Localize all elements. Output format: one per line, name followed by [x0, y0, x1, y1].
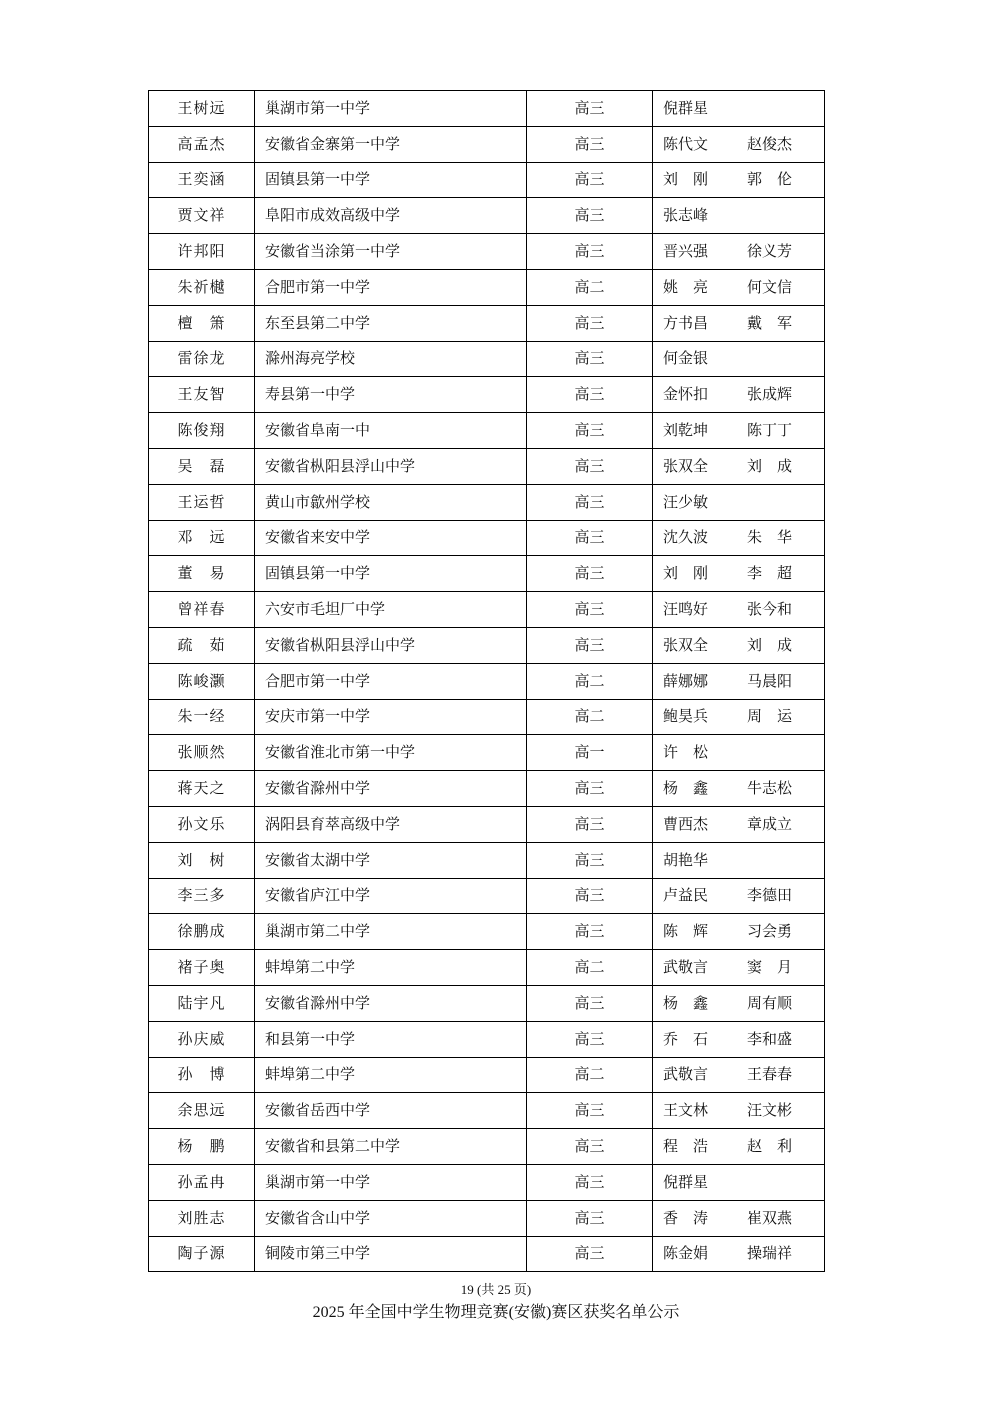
table-row — [149, 771, 825, 807]
grade-cell: 高三 — [527, 377, 653, 413]
grade-cell: 高三 — [527, 878, 653, 914]
coach-name: 朱 华 — [747, 528, 793, 547]
school-cell: 寿县第一中学 — [255, 377, 527, 413]
document-title: 2025 年全国中学生物理竞赛(安徽)赛区获奖名单公示 — [312, 1304, 680, 1321]
school-cell: 安徽省来安中学 — [255, 520, 527, 556]
student-name-cell: 王运哲 — [149, 484, 255, 520]
table-row — [149, 520, 825, 556]
coach-name: 倪群星 — [663, 1172, 709, 1191]
coach-name: 周有顺 — [747, 993, 793, 1012]
student-name-cell: 王友智 — [149, 377, 255, 413]
coach-name: 戴 军 — [747, 313, 793, 332]
student-name-cell: 雷徐龙 — [149, 341, 255, 377]
coach-name: 王春春 — [747, 1065, 793, 1084]
grade-cell: 高三 — [527, 520, 653, 556]
grade-cell: 高三 — [527, 1093, 653, 1129]
grade-cell: 高三 — [527, 771, 653, 807]
coach-cell — [653, 341, 825, 377]
coach-cell — [653, 735, 825, 771]
grade-cell: 高二 — [527, 950, 653, 986]
coach-cell — [653, 806, 825, 842]
student-name-cell: 高孟杰 — [149, 126, 255, 162]
table-row — [149, 985, 825, 1021]
grade-cell: 高二 — [527, 663, 653, 699]
coach-name: 张志峰 — [663, 206, 709, 225]
school-cell: 安庆市第一中学 — [255, 699, 527, 735]
school-cell: 安徽省枞阳县浮山中学 — [255, 627, 527, 663]
grade-cell: 高三 — [527, 985, 653, 1021]
coach-name: 王文林 — [663, 1101, 709, 1120]
school-cell: 东至县第二中学 — [255, 305, 527, 341]
coach-cell — [653, 985, 825, 1021]
school-cell: 安徽省枞阳县浮山中学 — [255, 448, 527, 484]
table-row — [149, 592, 825, 628]
student-name-cell: 褚子奥 — [149, 950, 255, 986]
table-row — [149, 162, 825, 198]
student-name-cell: 邓 远 — [149, 520, 255, 556]
coach-name: 窦 月 — [747, 958, 793, 977]
coach-name: 张今和 — [747, 600, 793, 619]
coach-name: 赵俊杰 — [747, 134, 793, 153]
coach-name: 曹西杰 — [663, 814, 709, 833]
school-cell: 安徽省滁州中学 — [255, 985, 527, 1021]
student-name-cell: 张顺然 — [149, 735, 255, 771]
coach-name: 薛娜娜 — [663, 671, 709, 690]
grade-cell: 高三 — [527, 448, 653, 484]
coach-name: 武敬言 — [663, 1065, 709, 1084]
grade-cell: 高三 — [527, 91, 653, 127]
page-number: 19 (共 25 页) — [460, 1282, 532, 1297]
coach-name: 汪文彬 — [747, 1101, 793, 1120]
coach-name: 汪鸣好 — [663, 600, 709, 619]
table-row — [149, 878, 825, 914]
student-name-cell: 吴 磊 — [149, 448, 255, 484]
school-cell: 安徽省淮北市第一中学 — [255, 735, 527, 771]
table-row — [149, 914, 825, 950]
table-row — [149, 126, 825, 162]
student-name-cell: 刘胜志 — [149, 1200, 255, 1236]
student-name-cell: 疏 茹 — [149, 627, 255, 663]
coach-name: 倪群星 — [663, 98, 709, 117]
student-name-cell: 刘 树 — [149, 842, 255, 878]
coach-cell — [653, 699, 825, 735]
table-row — [149, 448, 825, 484]
coach-name: 汪少敏 — [663, 492, 709, 511]
coach-cell — [653, 878, 825, 914]
school-cell: 阜阳市成效高级中学 — [255, 198, 527, 234]
grade-cell: 高三 — [527, 162, 653, 198]
coach-name: 姚 亮 — [663, 277, 709, 296]
table-row — [149, 806, 825, 842]
school-cell: 巢湖市第二中学 — [255, 914, 527, 950]
coach-cell — [653, 448, 825, 484]
coach-name: 周 运 — [747, 707, 793, 726]
coach-name: 晋兴强 — [663, 242, 709, 261]
grade-cell: 高三 — [527, 914, 653, 950]
student-name-cell: 朱祈樾 — [149, 269, 255, 305]
table-row — [149, 269, 825, 305]
grade-cell: 高三 — [527, 1129, 653, 1165]
student-name-cell: 蒋天之 — [149, 771, 255, 807]
coach-name: 章成立 — [747, 814, 793, 833]
table-row — [149, 842, 825, 878]
student-name-cell: 孙文乐 — [149, 806, 255, 842]
school-cell: 安徽省太湖中学 — [255, 842, 527, 878]
coach-name: 牛志松 — [747, 779, 793, 798]
student-name-cell: 陈峻灏 — [149, 663, 255, 699]
coach-cell — [653, 126, 825, 162]
coach-cell — [653, 377, 825, 413]
coach-name: 香 涛 — [663, 1208, 709, 1227]
student-name-cell: 孙庆威 — [149, 1021, 255, 1057]
coach-name: 金怀扣 — [663, 385, 709, 404]
school-cell: 固镇县第一中学 — [255, 162, 527, 198]
table-row — [149, 663, 825, 699]
table-row — [149, 377, 825, 413]
coach-cell — [653, 950, 825, 986]
school-cell: 安徽省和县第二中学 — [255, 1129, 527, 1165]
table-row — [149, 950, 825, 986]
coach-cell — [653, 842, 825, 878]
coach-name: 卢益民 — [663, 886, 709, 905]
student-name-cell: 余思远 — [149, 1093, 255, 1129]
grade-cell: 高三 — [527, 1200, 653, 1236]
coach-name: 杨 鑫 — [663, 993, 709, 1012]
grade-cell: 高三 — [527, 198, 653, 234]
coach-cell — [653, 556, 825, 592]
coach-name: 乔 石 — [663, 1029, 709, 1048]
coach-name: 崔双燕 — [747, 1208, 793, 1227]
coach-name: 刘 成 — [747, 635, 793, 654]
coach-name: 张双全 — [663, 456, 709, 475]
grade-cell: 高三 — [527, 556, 653, 592]
school-cell: 蚌埠第二中学 — [255, 950, 527, 986]
grade-cell: 高二 — [527, 1057, 653, 1093]
grade-cell: 高一 — [527, 735, 653, 771]
grade-cell: 高三 — [527, 806, 653, 842]
table-row — [149, 699, 825, 735]
coach-name: 赵 利 — [747, 1137, 793, 1155]
coach-name: 杨 鑫 — [663, 779, 709, 798]
coach-name: 徐义芳 — [747, 242, 793, 261]
coach-cell — [653, 771, 825, 807]
table-row — [149, 1236, 825, 1272]
grade-cell: 高三 — [527, 341, 653, 377]
student-name-cell: 董 易 — [149, 556, 255, 592]
grade-cell: 高二 — [527, 699, 653, 735]
coach-name: 刘 刚 — [663, 564, 709, 583]
coach-cell — [653, 914, 825, 950]
school-cell: 滁州海亮学校 — [255, 341, 527, 377]
coach-name: 沈久波 — [663, 528, 709, 547]
coach-cell — [653, 1093, 825, 1129]
coach-cell — [653, 269, 825, 305]
coach-name: 郭 伦 — [747, 170, 793, 189]
coach-name: 操瑞祥 — [747, 1244, 793, 1263]
coach-cell — [653, 520, 825, 556]
coach-cell — [653, 162, 825, 198]
school-cell: 铜陵市第三中学 — [255, 1236, 527, 1272]
grade-cell: 高三 — [527, 234, 653, 270]
coach-name: 刘乾坤 — [663, 421, 709, 440]
student-name-cell: 孙孟冉 — [149, 1164, 255, 1200]
school-cell: 和县第一中学 — [255, 1021, 527, 1057]
student-name-cell: 陶子源 — [149, 1236, 255, 1272]
student-name-cell: 贾文祥 — [149, 198, 255, 234]
grade-cell: 高二 — [527, 269, 653, 305]
coach-cell — [653, 1057, 825, 1093]
coach-name: 张双全 — [663, 635, 709, 654]
coach-name: 马晨阳 — [747, 671, 793, 690]
table-row — [149, 1021, 825, 1057]
coach-name: 胡艳华 — [663, 850, 709, 869]
school-cell: 安徽省岳西中学 — [255, 1093, 527, 1129]
coach-cell — [653, 91, 825, 127]
grade-cell: 高三 — [527, 484, 653, 520]
grade-cell: 高三 — [527, 1021, 653, 1057]
coach-cell — [653, 484, 825, 520]
coach-cell — [653, 663, 825, 699]
table-row — [149, 1057, 825, 1093]
coach-name: 何金银 — [663, 349, 709, 368]
table-row — [149, 413, 825, 449]
coach-cell — [653, 1021, 825, 1057]
student-name-cell: 曾祥春 — [149, 592, 255, 628]
student-name-cell: 王树远 — [149, 91, 255, 127]
coach-cell — [653, 1236, 825, 1272]
table-row — [149, 1164, 825, 1200]
school-cell: 黄山市歙州学校 — [255, 484, 527, 520]
coach-name: 武敬言 — [663, 958, 709, 977]
coach-cell — [653, 198, 825, 234]
coach-name: 程 浩 — [663, 1137, 709, 1155]
coach-cell — [653, 1164, 825, 1200]
school-cell: 安徽省庐江中学 — [255, 878, 527, 914]
grade-cell: 高三 — [527, 1236, 653, 1272]
student-name-cell: 檀 箫 — [149, 305, 255, 341]
student-name-cell: 孙 博 — [149, 1057, 255, 1093]
student-name-cell: 杨 鹏 — [149, 1129, 255, 1165]
table-row — [149, 234, 825, 270]
table-row — [149, 1093, 825, 1129]
grade-cell: 高三 — [527, 842, 653, 878]
school-cell: 涡阳县育萃高级中学 — [255, 806, 527, 842]
school-cell: 安徽省阜南一中 — [255, 413, 527, 449]
coach-name: 习会勇 — [747, 922, 793, 941]
student-name-cell: 王奕涵 — [149, 162, 255, 198]
grade-cell: 高三 — [527, 627, 653, 663]
school-cell: 六安市毛坦厂中学 — [255, 592, 527, 628]
coach-name: 鲍昊兵 — [663, 707, 709, 726]
school-cell: 合肥市第一中学 — [255, 269, 527, 305]
grade-cell: 高三 — [527, 126, 653, 162]
award-list-table — [148, 90, 825, 1272]
student-name-cell: 徐鹏成 — [149, 914, 255, 950]
coach-name: 许 松 — [663, 743, 709, 762]
coach-name: 陈金娟 — [663, 1244, 709, 1263]
school-cell: 蚌埠第二中学 — [255, 1057, 527, 1093]
school-cell: 巢湖市第一中学 — [255, 91, 527, 127]
coach-name: 李德田 — [747, 886, 793, 905]
grade-cell: 高三 — [527, 305, 653, 341]
student-name-cell: 李三多 — [149, 878, 255, 914]
table-row — [149, 735, 825, 771]
coach-name: 陈丁丁 — [747, 421, 793, 440]
coach-cell — [653, 305, 825, 341]
coach-cell — [653, 234, 825, 270]
coach-name: 李和盛 — [747, 1029, 793, 1048]
school-cell: 固镇县第一中学 — [255, 556, 527, 592]
coach-cell — [653, 1129, 825, 1165]
grade-cell: 高三 — [527, 592, 653, 628]
table-row — [149, 627, 825, 663]
table-row — [149, 556, 825, 592]
table-row — [149, 1200, 825, 1236]
school-cell: 安徽省金寨第一中学 — [255, 126, 527, 162]
school-cell: 合肥市第一中学 — [255, 663, 527, 699]
grade-cell: 高三 — [527, 1164, 653, 1200]
grade-cell: 高三 — [527, 413, 653, 449]
school-cell: 安徽省含山中学 — [255, 1200, 527, 1236]
coach-cell — [653, 627, 825, 663]
school-cell: 安徽省滁州中学 — [255, 771, 527, 807]
table-row — [149, 305, 825, 341]
coach-name: 李 超 — [747, 564, 793, 583]
table-row — [149, 484, 825, 520]
student-name-cell: 陈俊翔 — [149, 413, 255, 449]
award-list-body — [149, 91, 825, 1272]
coach-cell — [653, 413, 825, 449]
coach-name: 何文信 — [747, 277, 793, 296]
table-row — [149, 341, 825, 377]
student-name-cell: 朱一经 — [149, 699, 255, 735]
coach-name: 张成辉 — [747, 385, 793, 404]
coach-cell — [653, 592, 825, 628]
table-row — [149, 1129, 825, 1165]
school-cell: 安徽省当涂第一中学 — [255, 234, 527, 270]
school-cell: 巢湖市第一中学 — [255, 1164, 527, 1200]
student-name-cell: 许邦阳 — [149, 234, 255, 270]
table-row — [149, 198, 825, 234]
coach-name: 陈 辉 — [663, 922, 709, 941]
table-row — [149, 91, 825, 127]
coach-name: 陈代文 — [663, 134, 709, 153]
coach-name: 刘 刚 — [663, 170, 709, 189]
coach-name: 刘 成 — [747, 456, 793, 475]
coach-name: 方书昌 — [663, 313, 709, 332]
coach-cell — [653, 1200, 825, 1236]
student-name-cell: 陆宇凡 — [149, 985, 255, 1021]
